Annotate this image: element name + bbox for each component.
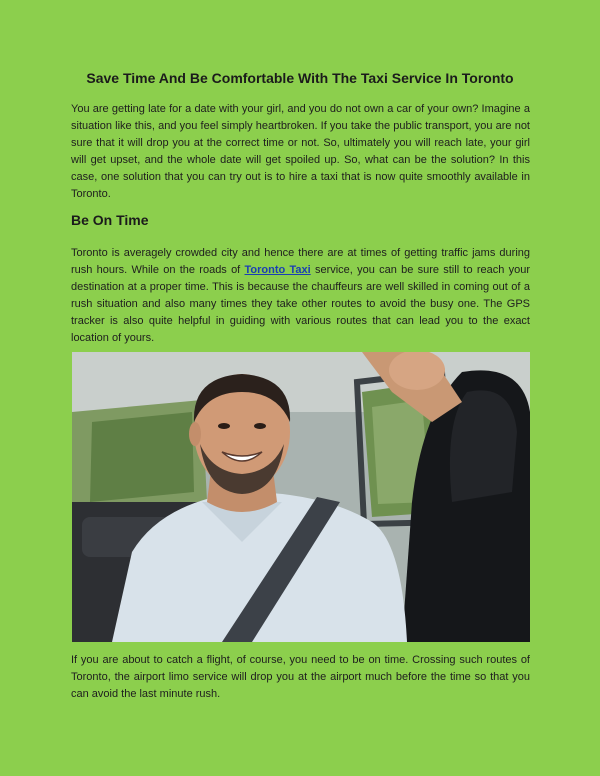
section-text-after-link: service, you can be sure still to reach your destination at a proper time. This is because the chauffeurs are well skilled in coming out of a rush situation and also many times they take other routes to avoid the busy one. The GPS tracker is also quite helpful in guiding with various routes that can lead you to the exact location of yours. bbox=[71, 264, 531, 344]
taxi-passenger-photo bbox=[72, 352, 530, 642]
toronto-taxi-link[interactable]: Toronto Taxi bbox=[244, 264, 311, 276]
section-paragraph bbox=[71, 245, 530, 347]
section-heading: Be On Time bbox=[71, 212, 149, 228]
section-text-before-link: Toronto is averagely crowded city and hence there are at times of getting traffic jams during rush hours. While on the roads of bbox=[71, 247, 530, 276]
closing-paragraph: If you are about to catch a flight, of course, you need to be on time. Crossing such routes of Toronto, the airport limo service will drop you at the airport much before the time so that you can avoid the last minute rush. bbox=[71, 654, 530, 700]
page-title: Save Time And Be Comfortable With The Taxi Service In Toronto bbox=[86, 70, 514, 86]
intro-paragraph: You are getting late for a date with your girl, and you do not own a car of your own? Imagine a situation like this, and you feel simply heartbroken. If you take the public transport, you are not sure that it will drop you at the correct time or not. So, ultimately you will reach late, your girl will get upset, and the whole date will get spoiled up. So, what can be the solution? In this case, one solution that you can try out is to hire a taxi that is now quite smoothly available in Toronto. bbox=[71, 103, 530, 200]
